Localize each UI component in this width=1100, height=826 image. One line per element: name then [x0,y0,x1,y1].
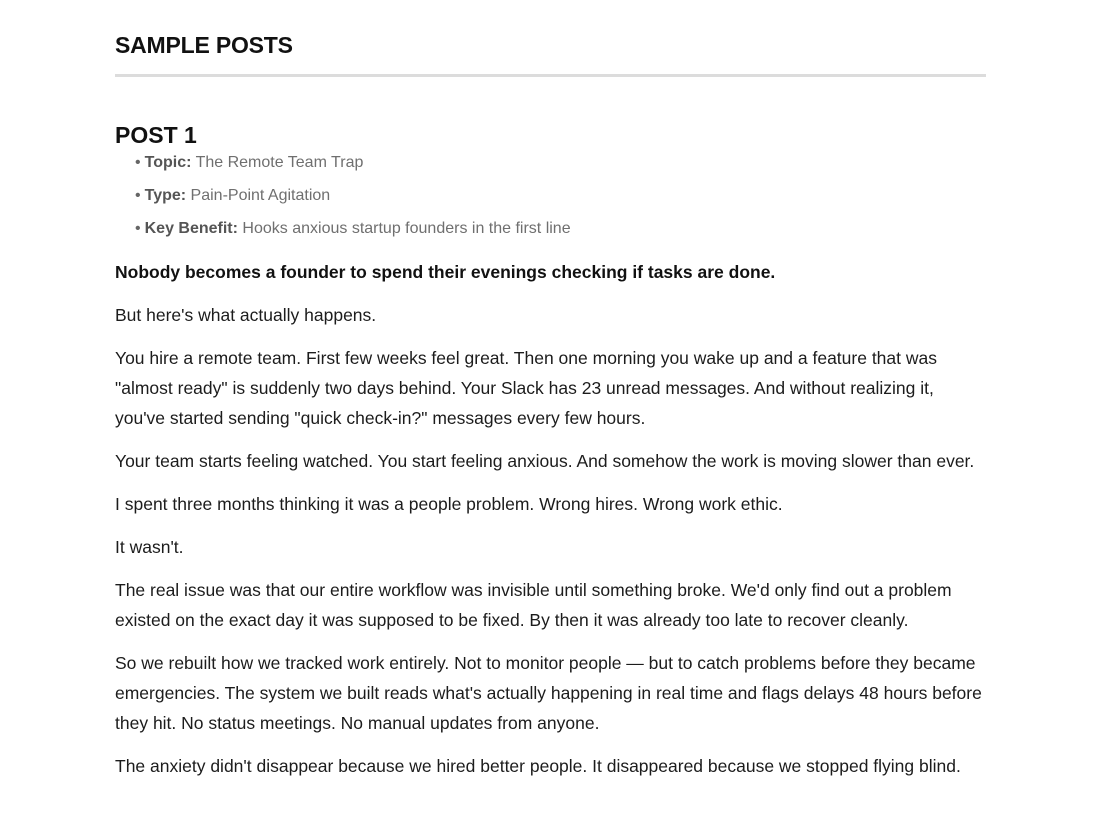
section-divider [115,74,986,77]
meta-label: Topic: [144,154,192,171]
post-paragraph: But here's what actually happens. [115,305,377,325]
post-lead: Nobody becomes a founder to spend their evenings checking if tasks are done. [115,262,776,282]
meta-label: Type: [144,187,187,204]
meta-value: Hooks anxious startup founders in the first line [242,220,571,237]
post-meta-list [115,146,986,245]
post-paragraph: I spent three months thinking it was a people problem. Wrong hires. Wrong work ethic. [115,494,783,514]
post-paragraph: You hire a remote team. First few weeks feel great. Then one morning you wake up and a feature that was "almost ready" is suddenly two days behind. Your Slack has 23 unread messages. And without realizing it, you've started sending "quick check-in?" messages every few hours. [115,348,937,428]
post-paragraph: Your team starts feeling watched. You start feeling anxious. And somehow the work is moving slower than ever. [115,451,975,471]
bullet-icon: • [135,154,141,171]
post-body [115,257,986,781]
post-paragraph: It wasn't. [115,537,184,557]
meta-value: The Remote Team Trap [195,154,364,171]
post-paragraph: So we rebuilt how we tracked work entirely. Not to monitor people — but to catch problems before they became emergencies. The system we built reads what's actually happening in real time and flags delays 48 hours before they hit. No status meetings. No manual updates from anyone. [115,653,982,733]
meta-label: Key Benefit: [144,220,238,237]
meta-type [135,179,986,212]
meta-topic [135,146,986,179]
section-title: SAMPLE POSTS [115,32,293,58]
document-page [115,0,986,794]
bullet-icon: • [135,220,141,237]
meta-key-benefit [135,212,986,245]
meta-value: Pain-Point Agitation [190,187,331,204]
bullet-icon: • [135,187,141,204]
post-title: POST 1 [115,122,197,148]
post-paragraph: The anxiety didn't disappear because we hired better people. It disappeared because we stopped flying blind. [115,756,961,776]
post-paragraph: The real issue was that our entire workflow was invisible until something broke. We'd only find out a problem existed on the exact day it was supposed to be fixed. By then it was already too late to recover cleanly. [115,580,952,630]
